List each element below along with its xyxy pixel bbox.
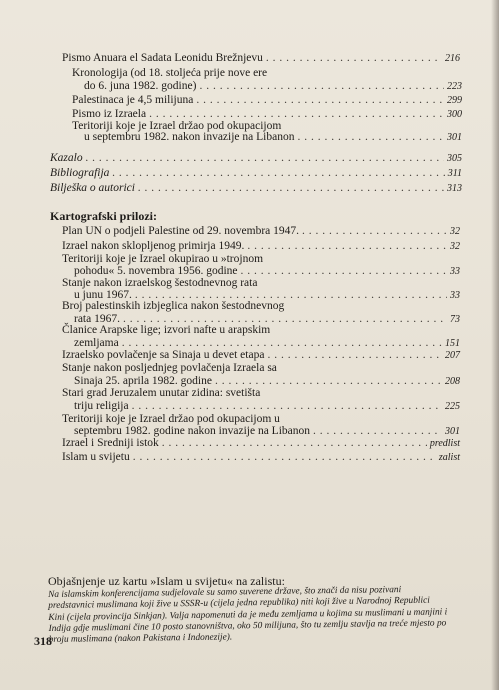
leader-dots <box>86 152 444 165</box>
map-entry-page: 207 <box>445 350 460 361</box>
map-entry-page: 301 <box>445 426 460 437</box>
map-entry-page: 32 <box>450 226 460 237</box>
leader-dots <box>297 131 444 144</box>
map-entry <box>74 400 460 413</box>
map-entry-label: zemljama <box>74 337 119 349</box>
leader-dots <box>266 52 442 65</box>
toc-entry <box>72 94 462 107</box>
toc-entry-label: Palestinaca je 4,5 milijuna <box>72 94 194 106</box>
map-entry-label: Islam u svijetu <box>62 451 130 463</box>
map-entry-label: u junu 1967. <box>74 289 132 301</box>
toc-entry-page: 301 <box>447 132 462 143</box>
toc-entry-page: 300 <box>447 109 462 120</box>
map-entry-label: pohodu« 5. novembra 1956. godine <box>74 265 238 277</box>
leader-dots <box>133 451 436 464</box>
note-title: Objašnjenje uz kartu »Islam u svijetu« na zalistu: <box>48 574 285 588</box>
toc-entry-page: 299 <box>447 95 462 106</box>
toc-entry <box>84 131 462 144</box>
leader-dots <box>196 94 444 107</box>
leader-dots <box>302 225 447 238</box>
map-entry-label: Izrael nakon sklopljenog primirja 1949. <box>62 240 245 252</box>
toc-entry-label: Bilješka o autorici <box>50 182 135 194</box>
toc-entry-label: Bibliografija <box>50 167 110 179</box>
map-entry-page: predlist <box>429 438 460 449</box>
map-entry <box>62 451 460 464</box>
map-entry <box>62 225 460 238</box>
toc-entry-label: Pismo Anuara el Sadata Leonidu Brežnjevu <box>62 52 263 64</box>
map-entry-page: 151 <box>445 338 460 349</box>
leader-dots <box>241 265 447 278</box>
map-entry <box>62 240 460 253</box>
map-entry-line1: Stari grad Jeruzalem unutar zidina: svetišta <box>62 387 261 399</box>
map-entry-line1: Teritoriji koje je Izrael okupirao u »trojnom <box>62 253 264 265</box>
toc-entry <box>62 52 460 65</box>
toc-entry-label: Pismo iz Izraela <box>72 108 147 120</box>
map-entry-label: Plan UN o podjeli Palestine od 29. novembra 1947. <box>62 225 299 237</box>
map-entry-page: 225 <box>445 401 460 412</box>
leader-dots <box>267 349 442 362</box>
toc-entry-page: 216 <box>445 53 460 64</box>
section-heading: Kartografski prilozi: <box>50 209 157 223</box>
map-entry-label: Izraelsko povlačenje sa Sinaja u devet etapa <box>62 349 265 361</box>
toc-entry <box>50 152 462 165</box>
map-entry-page: 32 <box>450 241 460 252</box>
toc-entry-label: Kazalo <box>50 152 83 164</box>
map-entry-page: 73 <box>450 314 460 325</box>
leader-dots <box>199 80 444 93</box>
toc-entry-page: 311 <box>447 168 462 179</box>
map-entry-label: Izrael i Sredniji istok <box>62 437 159 449</box>
map-entry-line1: Članice Arapske lige; izvori nafte u arapskim <box>62 324 271 336</box>
toc-entry <box>84 80 462 93</box>
map-entry-line1: Broj palestinskih izbjeglica nakon šestodnevnog <box>62 300 285 312</box>
leader-dots <box>132 400 442 413</box>
map-entry-line1: Teritoriji koje je Izrael držao pod okupacijom u <box>62 413 280 425</box>
toc-entry-line1: Kronologija (od 18. stoljeća prije nove ere <box>72 67 268 79</box>
page-number: 318 <box>34 634 52 648</box>
toc-entry-page: 305 <box>447 153 462 164</box>
leader-dots <box>247 240 447 253</box>
note-body: Na islamskim konferencijama sudjelovale su samo suverene države, što znači da nisu pozivani predstavnici muslimana koji žive u SSSR-u (cijela jedna republika) niti koji žive u Narodnoj Republici Kini (cijela provincija Sinkjan). Valja napomenuti da je među zemljama u kojima su muslimani u manjini i Indija gdje muslimani čine 10 posto stanovništva, oko 50 milijuna, što tu zemlju stavlja na treće mjesto po broju muslimana (nakon Pakistana i Indonezije). <box>48 585 448 646</box>
map-entry-page: zalist <box>438 452 460 463</box>
map-entry-page: 33 <box>450 266 460 277</box>
toc-entry-page: 313 <box>447 183 462 194</box>
leader-dots <box>162 437 427 450</box>
page-edge-shadow <box>491 0 499 690</box>
map-entry <box>62 349 460 362</box>
toc-entry-label: do 6. juna 1982. godine) <box>84 80 197 92</box>
map-entry-label: septembru 1982. godine nakon invazije na Libanon <box>74 425 311 437</box>
map-entry <box>62 437 460 450</box>
map-entry-page: 33 <box>450 290 460 301</box>
map-entry-label: rata 1967. <box>74 313 120 325</box>
leader-dots <box>138 182 444 195</box>
map-entry-line1: Stanje nakon izraelskog šestodnevnog rata <box>62 277 258 289</box>
toc-entry <box>50 167 462 180</box>
map-entry-label: Sinaja 25. aprila 1982. godine <box>74 375 212 387</box>
map-entry-line1: Stanje nakon posljednjeg povlačenja Izraela sa <box>62 362 277 374</box>
toc-entry-label: u septembru 1982. nakon invazije na Libanon <box>84 131 295 143</box>
map-entry-label: triju religija <box>74 400 129 412</box>
toc-entry-page: 223 <box>447 81 462 92</box>
map-entry-page: 208 <box>445 376 460 387</box>
toc-entry <box>50 182 462 195</box>
leader-dots <box>112 167 444 180</box>
toc-entry-line1: Teritoriji koje je Izrael držao pod okupacijom <box>72 120 282 132</box>
